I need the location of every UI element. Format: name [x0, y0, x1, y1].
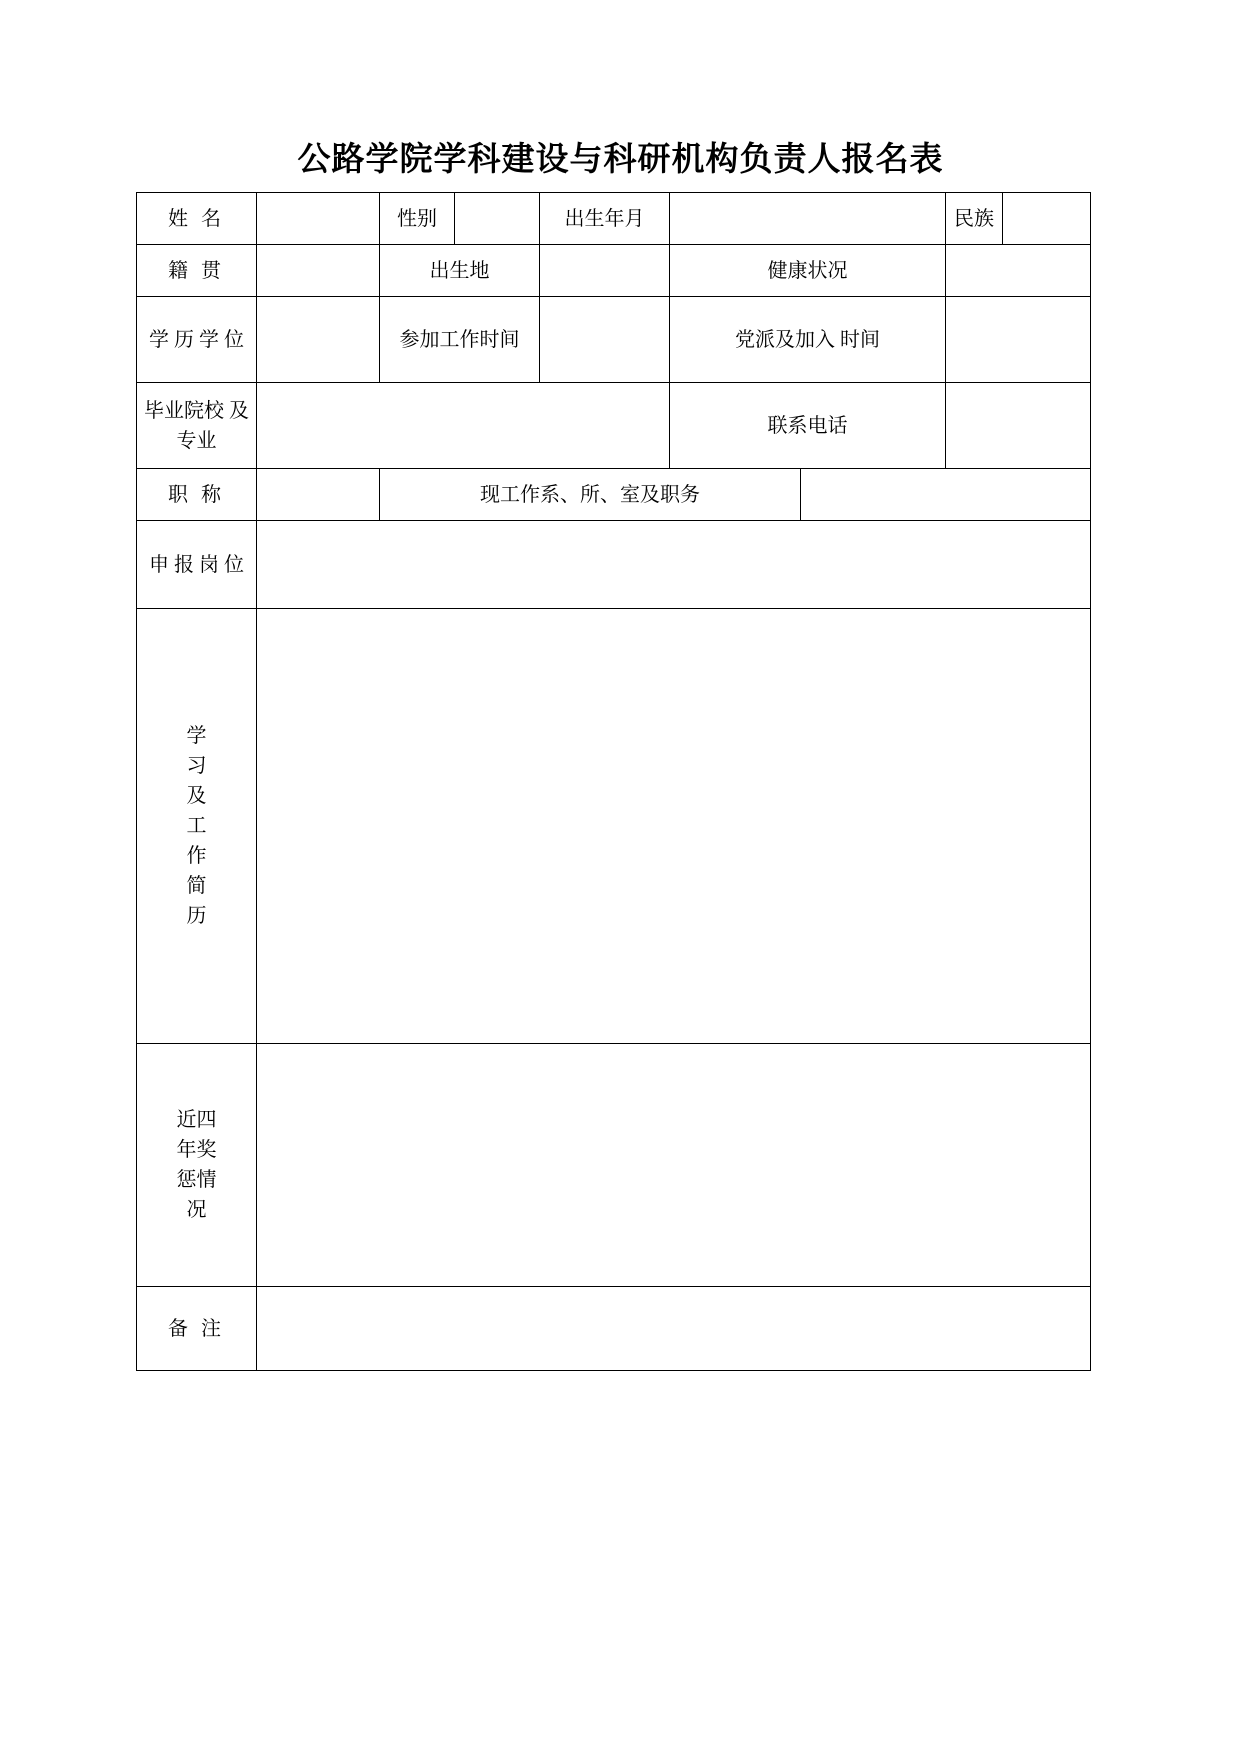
native-place-label: 籍 贯 [137, 245, 257, 297]
table-row [137, 1287, 1091, 1371]
rewards-label-char: 况 [186, 1199, 207, 1221]
birth-date-label: 出生年月 [540, 193, 670, 245]
rewards-punishments-value[interactable] [257, 1044, 1091, 1287]
resume-label-char: 及 [186, 785, 207, 807]
table-row [137, 193, 1091, 245]
birthplace-label: 出生地 [380, 245, 540, 297]
rewards-label-char: 惩情 [176, 1169, 217, 1191]
education-degree-label [137, 297, 257, 383]
table-row [137, 521, 1091, 609]
party-label-line1: 党派及加入 [735, 328, 835, 351]
remarks-label: 备 注 [137, 1287, 257, 1371]
work-start-time-label: 参加工作时间 [380, 297, 540, 383]
rewards-punishments-label [137, 1044, 257, 1287]
party-label-line2: 时间 [840, 328, 880, 351]
phone-label: 联系电话 [670, 383, 946, 469]
current-post-label: 现工作系、所、室及职务 [380, 469, 801, 521]
party-join-label [670, 297, 946, 383]
health-status-label: 健康状况 [670, 245, 946, 297]
resume-label [137, 609, 257, 1044]
table-row [137, 245, 1091, 297]
birthplace-value[interactable] [540, 245, 670, 297]
education-degree-value[interactable] [257, 297, 380, 383]
party-join-value[interactable] [946, 297, 1091, 383]
applied-position-label [137, 521, 257, 609]
table-row [137, 609, 1091, 1044]
table-row [137, 1044, 1091, 1287]
resume-label-char: 作 [186, 845, 207, 867]
table-row [137, 383, 1091, 469]
table-row [137, 297, 1091, 383]
remarks-value[interactable] [257, 1287, 1091, 1371]
graduate-school-value[interactable] [257, 383, 670, 469]
professional-title-label: 职 称 [137, 469, 257, 521]
native-place-value[interactable] [257, 245, 380, 297]
name-value[interactable] [257, 193, 380, 245]
resume-label-char: 简 [186, 875, 207, 897]
gender-label: 性别 [380, 193, 455, 245]
graduate-school-label [137, 383, 257, 469]
birth-date-value[interactable] [670, 193, 946, 245]
work-start-time-value[interactable] [540, 297, 670, 383]
name-label: 姓 名 [137, 193, 257, 245]
rewards-label-char: 年奖 [176, 1139, 217, 1161]
resume-label-char: 历 [186, 905, 207, 927]
resume-label-char: 学 [186, 725, 207, 747]
apply-label-line2: 岗 位 [199, 553, 244, 576]
ethnicity-value[interactable] [1003, 193, 1091, 245]
resume-label-char: 习 [186, 755, 207, 777]
registration-form-table [136, 192, 1091, 1371]
education-label-line2: 学 位 [199, 328, 244, 351]
ethnicity-label: 民族 [946, 193, 1003, 245]
school-label-line1: 毕业院校 [144, 399, 224, 422]
resume-label-char: 工 [186, 815, 207, 837]
school-label-line2: 及专业 [176, 399, 249, 452]
gender-value[interactable] [455, 193, 540, 245]
health-status-value[interactable] [946, 245, 1091, 297]
education-label-line1: 学 历 [149, 328, 194, 351]
page-title: 公路学院学科建设与科研机构负责人报名表 [297, 142, 944, 178]
apply-label-line1: 申 报 [149, 553, 194, 576]
rewards-label-char: 近四 [176, 1109, 217, 1131]
current-post-value[interactable] [801, 469, 1091, 521]
phone-value[interactable] [946, 383, 1091, 469]
resume-value[interactable] [257, 609, 1091, 1044]
applied-position-value[interactable] [257, 521, 1091, 609]
professional-title-value[interactable] [257, 469, 380, 521]
table-row [137, 469, 1091, 521]
